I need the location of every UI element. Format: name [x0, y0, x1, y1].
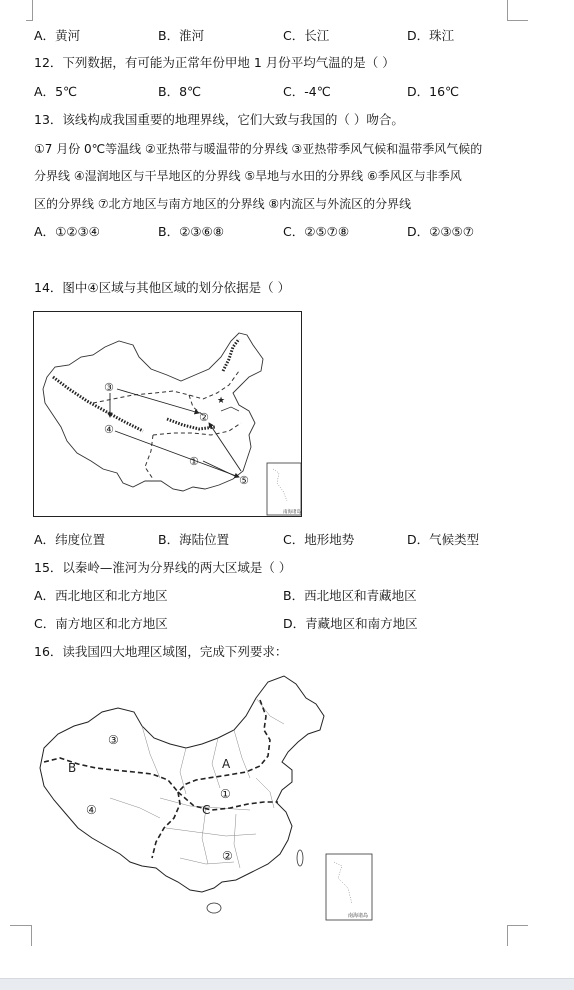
window-bottom-bar [0, 978, 574, 990]
q12-option-c: C．-4℃ [283, 84, 331, 99]
q13-option-a: A．①②③④ [34, 224, 100, 239]
q14-option-c: C．地形地势 [283, 532, 355, 547]
q12-option-d: D．16℃ [407, 84, 460, 99]
q16-label-3: ③ [108, 733, 119, 747]
q14-label-2: ② [199, 411, 209, 424]
q16-hainan [207, 903, 221, 913]
q15-option-c: C．南方地区和北方地区 [34, 616, 168, 631]
corner-mark-bottom-right [507, 925, 528, 946]
q11-option-b: B．淮河 [158, 28, 205, 43]
q14-inset-box [267, 463, 301, 515]
q15-stem: 15．以秦岭—淮河为分界线的两大区域是（ ） [34, 560, 292, 575]
q13-body-line-3: 区的分界线 ⑦北方地区与南方地区的分界线 ⑧内流区与外流区的分界线 [34, 197, 412, 211]
q16-china-outline [40, 676, 324, 892]
q11-option-c: C．长江 [283, 28, 330, 43]
q16-label-1: ① [220, 787, 231, 801]
q14-inset-label: 南海诸岛 [283, 510, 301, 515]
q14-option-d: D．气候类型 [407, 532, 480, 547]
q16-four-regions-map [30, 668, 380, 924]
q15-option-d: D．青藏地区和南方地区 [283, 616, 418, 631]
q13-option-c: C．②⑤⑦⑧ [283, 224, 350, 239]
q14-map-svg [33, 311, 303, 518]
q12-option-b: B．8℃ [158, 84, 202, 99]
q12-stem: 12．下列数据，有可能为正常年份甲地 1 月份平均气温的是（ ） [34, 55, 395, 70]
q11-option-d: D．珠江 [407, 28, 455, 43]
q14-label-1: ① [189, 455, 199, 468]
q15-option-a: A．西北地区和北方地区 [34, 588, 168, 603]
q14-stem: 14．图中④区域与其他区域的划分依据是（ ） [34, 280, 291, 295]
q15-option-b: B．西北地区和青藏地区 [283, 588, 417, 603]
q16-label-b: B [68, 761, 77, 775]
q16-taiwan [297, 850, 303, 866]
q13-option-d: D．②③⑤⑦ [407, 224, 474, 239]
q14-label-3: ③ [104, 381, 114, 394]
q16-label-a: A [222, 757, 231, 771]
corner-mark-bottom-left [10, 925, 32, 946]
q13-body-line-1: ①7 月份 0℃等温线 ②亚热带与暖温带的分界线 ③亚热带季风气候和温带季风气候的 [34, 142, 483, 156]
q13-option-b: B．②③⑥⑧ [158, 224, 224, 239]
q16-inset-box [326, 854, 372, 920]
q14-label-5: ⑤ [239, 474, 249, 487]
q14-option-b: B．海陆位置 [158, 532, 230, 547]
q14-label-4: ④ [104, 423, 114, 436]
q16-stem: 16．读我国四大地理区域图，完成下列要求： [34, 644, 288, 659]
q14-capital-star: ★ [217, 396, 226, 406]
q13-body-line-2: 分界线 ④湿润地区与干旱地区的分界线 ⑤旱地与水田的分界线 ⑥季风区与非季风 [34, 169, 462, 183]
q16-label-2: ② [222, 849, 233, 863]
q11-option-a: A．黄河 [34, 28, 81, 43]
q16-label-4: ④ [86, 803, 97, 817]
q16-map-svg [30, 668, 380, 924]
q13-stem: 13．该线构成我国重要的地理界线，它们大致与我国的（ ）吻合。 [34, 112, 404, 127]
corner-mark-top-left [26, 0, 33, 21]
q14-option-a: A．纬度位置 [34, 532, 106, 547]
q16-label-c: C [202, 803, 211, 817]
q12-option-a: A．5℃ [34, 84, 78, 99]
q16-inset-label: 南海诸岛 [348, 913, 369, 919]
corner-mark-top-right [507, 0, 528, 21]
q14-region-map [33, 311, 303, 518]
